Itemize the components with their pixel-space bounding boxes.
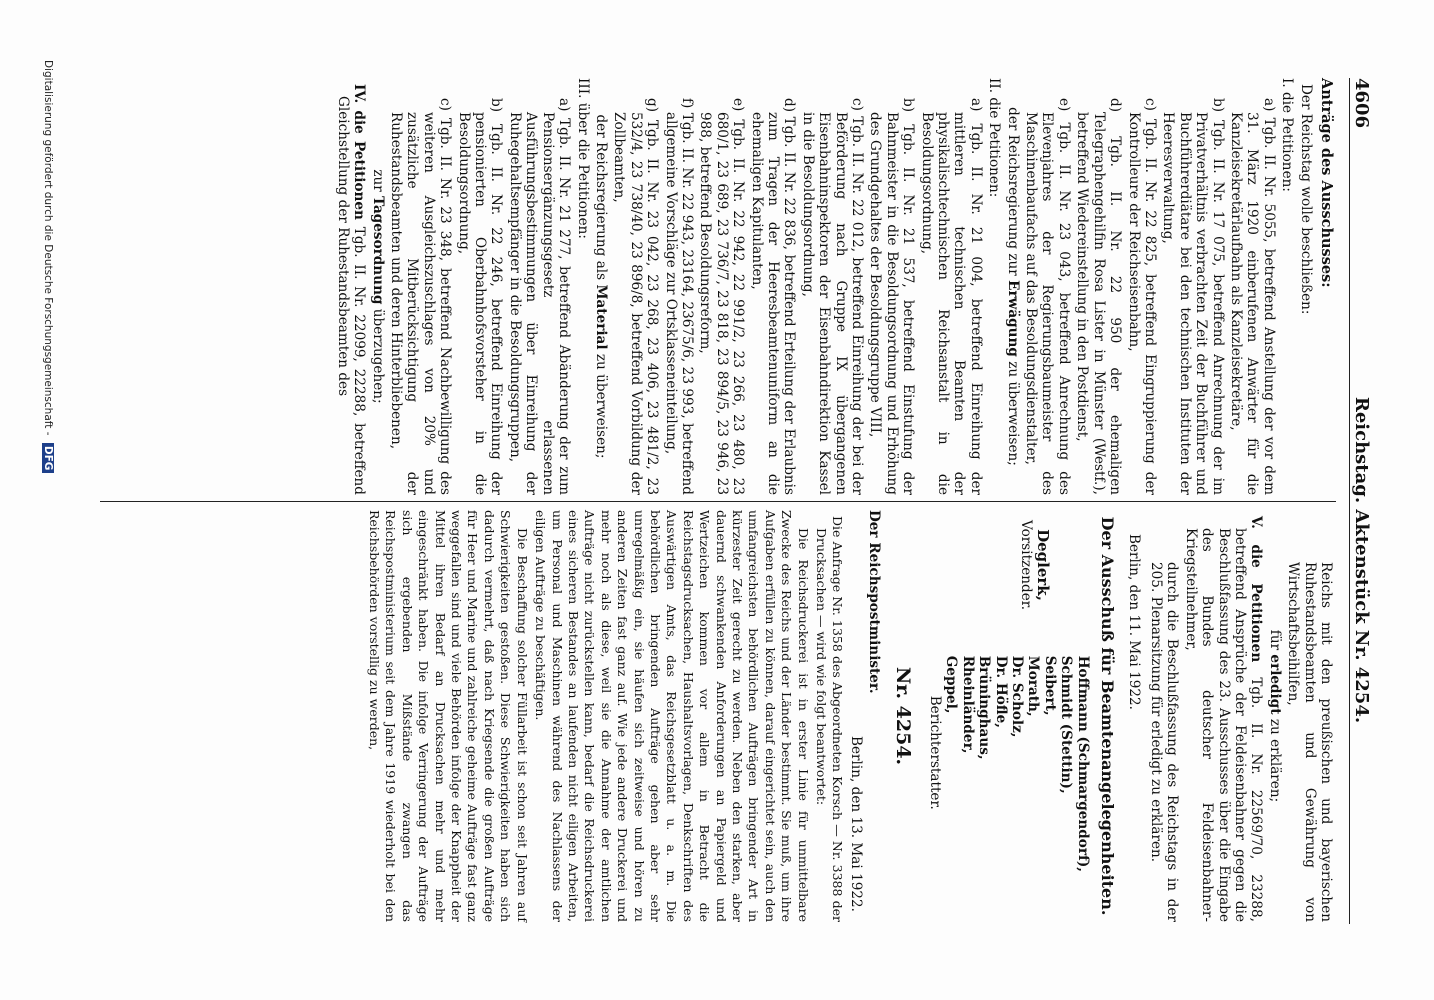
section-i-title: I. die Petitionen:	[1279, 78, 1296, 192]
section-ii-title: II. die Petitionen:	[986, 78, 1003, 198]
reporter-name: Schmidt (Stettin),	[1058, 655, 1075, 794]
reporter-name: Morath,	[1025, 655, 1042, 717]
reporter-name: Seibert,	[1041, 655, 1058, 716]
petition-item: b) Tgb. II. Nr. 17 075, betreffend Anrechnung der im Privatverhältnis verbrachten Zeit der Buchführer und Buchführerdiätare bei den technischen Instituten der Heeresverwaltung,	[1160, 98, 1226, 495]
left-column	[332, 78, 1334, 495]
reporters-block	[927, 656, 1091, 912]
reporter-name: Rheinländer,	[959, 655, 976, 754]
section-ii-list	[611, 78, 984, 495]
minister-heading: Der Reichspostminister.	[866, 510, 883, 694]
petition-item: c) Tgb. II. Nr. 23 348, betreffend Nachbewilligung des weiteren Ausgleichszuschlages von 20% und zusätzliche Mitberücksichtigung der Ruhestandsbeamten und deren Hinterbliebenen,	[388, 98, 454, 495]
section-iv-conclusion: für erledigt zu erklären;	[1266, 629, 1283, 803]
petition-item: b) Tgb. II. Nr. 22 246, betreffend Einreihung der pensionierten Oberbahnhofsvorsteher in die Besoldungsordnung,	[455, 98, 505, 495]
section-iii-conclusion: zur Tagesordnung überzugehen;	[369, 169, 386, 404]
signatures	[927, 510, 1091, 922]
answer-paragraph-1: Die Reichsdruckerei ist in erster Linie für unmittelbare Zwecke des Reichs und der Länder bestimmt. Sie muß, um ihre Aufgaben erfüllen zu können, darauf eingerichtet sein, auch den umfangreichsten behördlichen Aufträgen bringender Art in kürzester Zeit gerecht zu werden. Neben den starken, aber dauernd schwankenden Anforderungen an Papiergeld und Wertzeichen kommen vor allem in Betracht die Reichstagsdrucksachen, Haushaltsvorlagen, Denkschriften des Auswärtigen Amts, das Reichsgesetzblatt u. a. m. Die behördlichen bringenden Aufträge gehen aber sehr unregelmäßig ein, sie häufen sich zeitweise und hören zu anderen Zeiten fast ganz auf. Wie jede andere Druckerei und mehr noch als diese, weil sie die Annahme der amtlichen Aufträge nicht zurückstellen kann, bedarf die Reichsdruckerei eines sicheren Bestandes an laufenden nicht eiligen Arbeiten, um Personal und Maschinen während des Nachlassens der eiligen Aufträge zu beschäftigen.	[533, 510, 811, 922]
chair-role: Vorsitzender.	[1018, 520, 1035, 611]
answer-paragraph-2: Die Beschaffung solcher Füllarbeit ist schon seit Jahren auf Schwierigkeiten gestoßen. Diese Schwierigkeiten haben sich dadurch vermehrt, daß nach Kriegsende die großen Aufträge für Heer und Marine und zahlreiche geheime Aufträge fast ganz weggefallen sind und viele Behörden infolge der Knappheit der Mittel ihren Bedarf an Drucksachen mehr und mehr eingeschränkt haben. Die infolge Verringerung der Aufträge sich ergebenden Mißstände zwangen das Reichspostministerium seit dem Jahre 1919 wiederholt bei den Reichsbehörden vorstellig zu werden,	[367, 510, 530, 922]
chair-block	[927, 520, 1091, 610]
petition-item: a) Tgb. II. Nr. 21 004, betreffend Einreihung der mittleren technischen Beamten der physikalischtechnischen Reichsanstalt in die Besoldungsordnung,	[918, 98, 984, 495]
chair-name: Deglerk,	[1033, 529, 1052, 601]
section-v-conclusion: durch die Beschlußfassung des Reichstags in der 205. Plenarsitzung für erledigt zu erklären.	[1147, 562, 1181, 922]
petition-item: d) Tgb. II. Nr. 22 836, betreffend Erteilung der Erlaubnis zum Tragen der Heeresbeamtenuniform an die ehemaligen Kapitulanten,	[748, 98, 798, 495]
petition-item: d) Tgb. II. Nr. 22 950 der ehemaligen Telegraphengehilfin Rosa Lister in Münster (Westf.), betreffend Wiedereinstellung in den Postdienst,	[1074, 98, 1124, 495]
digitization-credit: Digitalisierung gefördert durch die Deutsche Forschungsgemeinschaft - DFG	[42, 60, 54, 473]
motions-heading: Anträge des Ausschusses:	[1318, 78, 1335, 288]
document-number: Nr. 4254.	[891, 666, 914, 766]
reporter-name: Dr. Höfle,	[992, 655, 1009, 729]
section-iii-title: III. über die Petitionen:	[574, 78, 591, 240]
reporter-name: Dr. Scholz,	[1009, 655, 1026, 738]
petition-item: g) Tgb. II. Nr. 23 042, 23 268, 23 406, 23 481/2, 23 532/4, 23 738/40, 23 896/8, betreffend Vorbildung der Zollbeamten,	[611, 98, 661, 495]
section-iv-continued: Reichs mit den preußischen und bayerischen Ruhestandsbeamten und Gewährung von Wirtschaftsbeihilfen,	[1285, 562, 1334, 922]
petition-item: e) Tgb. II. Nr. 23 043, betreffend Anrechnung des Elevenjahres der Regierungsbaumeister des Maschinenbaufachs auf das Besoldungsdienstalter,	[1023, 98, 1072, 495]
page-title: Reichstag. Aktenstück Nr. 4254.	[1351, 396, 1372, 724]
reporter-name: Geppel,	[943, 655, 960, 714]
petition-item: f) Tgb. II. Nr. 22 943, 23164, 23675/6, 23 993, betreffend allgemeine Vorschläge zur Ortsklasseneinteilung,	[662, 98, 695, 495]
reporters-list	[943, 656, 1091, 872]
petition-item: c) Tgb. II. Nr. 22 825, betreffend Eingruppierung der Kontrolleure der Reichseisenbahn,	[1125, 98, 1158, 495]
petition-item: b) Tgb. II. Nr. 21 537, betreffend Einstufung der Bahnmeister in die Besoldungsordnung und Erhöhung des Grundgehaltes der Besoldungsgruppe VIII,	[867, 98, 917, 495]
committee-name: Der Ausschuß für Beamtenangelegenheiten.	[1098, 516, 1118, 916]
petition-item: e) Tgb. II. Nr. 22 942, 22 991/2, 23 266, 23 480, 23 680/1, 23 689, 23 736/7, 23 818, 23 894/5, 23 946, 23 988, betreffend Besoldungsreform,	[697, 98, 747, 495]
petition-item: c) Tgb. II. Nr. 22 012, betreffend Einreihung der bei der Beförderung nach Gruppe IX übergangenen Eisenbahninspektoren der Eisenbahndirektion Kassel in die Besoldungsordnung,	[799, 98, 866, 495]
reporter-name: Hoffmann (Schmargendorf),	[1074, 655, 1091, 872]
committee-date: Berlin, den 11. Mai 1922.	[1125, 534, 1142, 710]
minister-date: Berlin, den 13. Mai 1922.	[847, 736, 864, 912]
page-number: 4606	[1351, 78, 1372, 129]
section-iii-list	[388, 78, 572, 495]
petition-item: a) Tgb. II. Nr. 21 277, betreffend Abänderung der zum Pensionsergänzungsgesetz erlassenen Ausführungsbestimmungen über Einreihung der Ruhegehaltsempfänger in die Besoldungsgruppen,	[506, 98, 573, 495]
column-divider	[100, 501, 1336, 502]
section-i-list	[1023, 78, 1277, 495]
reporter-role: Berichterstatter.	[927, 695, 944, 810]
section-ii-conclusion: der Reichsregierung als Material zu überweisen;	[592, 114, 609, 459]
header-rule	[1349, 78, 1350, 924]
motions-intro: Der Reichstag wolle beschließen:	[1297, 84, 1314, 315]
section-v: V. die Petitionen Tgb. II. Nr. 22569/70, 23288, betreffend Ansprüche der Feldeisenbahner gegen die Beschlußfassung des 23. Ausschusses über die Eingabe des Bundes deutscher Feldeisenbahner-Kriegsteilnehmer,	[1182, 516, 1265, 922]
reporter-name: Brüninghaus,	[976, 655, 993, 760]
dfg-logo: DFG	[42, 443, 54, 474]
right-column	[364, 510, 1334, 922]
section-i-conclusion: der Reichsregierung zur Erwägung zu überweisen;	[1004, 107, 1021, 466]
section-iv: IV. die Petitionen Tgb. II. Nr. 22099, 22288, betreffend Gleichstellung der Ruhestandsbeamten des	[334, 84, 368, 496]
petition-item: a) Tgb. II. Nr. 5055, betreffend Anstellung der vor dem 31. März 1920 einberufenen Anwärter für die Kanzleisekretärlaufbahn als Kanzleisekretäre,	[1227, 98, 1277, 495]
answer-intro: Die Anfrage Nr. 1358 des Abgeordneten Korsch — Nr. 3388 der Drucksachen — wird wie folgt beantwortet:	[814, 516, 846, 922]
